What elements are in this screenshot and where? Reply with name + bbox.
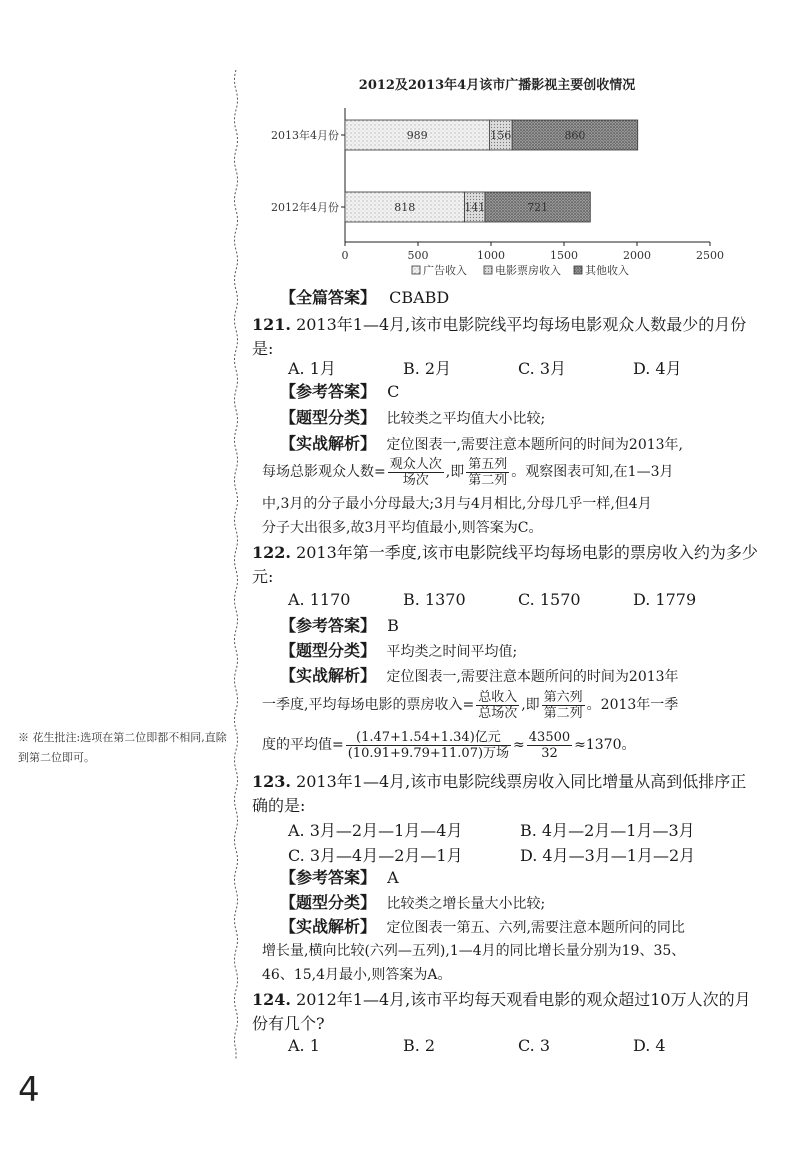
option-d[interactable]: D. 1779 bbox=[633, 590, 697, 609]
data-label: 989 bbox=[406, 129, 428, 142]
x-tick-label: 0 bbox=[341, 249, 349, 262]
question-122-type bbox=[262, 639, 762, 664]
fraction-bottom: 总场次 bbox=[478, 705, 518, 721]
fraction-top: 第六列 bbox=[543, 689, 583, 705]
page-number: 4 bbox=[18, 1070, 40, 1110]
analysis-label: 【实战解析】 bbox=[280, 917, 377, 936]
category-label: 2012年4月份 bbox=[271, 201, 339, 214]
fraction-top: 观众人次 bbox=[389, 456, 442, 472]
option-a[interactable]: A. 1月 bbox=[288, 359, 336, 378]
question-121-analysis-4 bbox=[262, 516, 762, 540]
question-123-text: 2013年1—4月,该市电影院线票房收入同比增量从高到低排序正确的是: bbox=[252, 772, 747, 815]
reference-label: 【参考答案】 bbox=[280, 868, 377, 887]
category-label: 2013年4月份 bbox=[271, 129, 339, 142]
full-answer-value: CBABD bbox=[389, 288, 450, 307]
x-tick-label: 1000 bbox=[477, 249, 505, 262]
analysis-line-2c: 。观察图表可知,在1—3月 bbox=[511, 464, 674, 480]
revenue-chart-svg bbox=[262, 72, 732, 287]
type-label: 【题型分类】 bbox=[280, 641, 377, 660]
question-122-analysis-3 bbox=[262, 728, 762, 762]
analysis-line-2a: 一季度,平均每场电影的票房收入= bbox=[262, 697, 475, 713]
analysis-line-3: 46、15,4月最小,则答案为A。 bbox=[262, 967, 452, 983]
fraction-bottom: 场次 bbox=[402, 472, 429, 488]
analysis-line-3c: ≈1370。 bbox=[574, 737, 636, 753]
question-121-analysis-3 bbox=[262, 492, 762, 516]
option-d[interactable]: D. 4月 bbox=[633, 359, 682, 378]
margin-dotted-line bbox=[232, 70, 240, 1060]
sidenote: ※ 花生批注:选项在第二位即都不相同,直除到第二位即可。 bbox=[18, 731, 227, 764]
fraction-average-calc bbox=[346, 730, 511, 761]
data-label: 156 bbox=[490, 129, 512, 142]
question-124-number: 124. bbox=[252, 990, 291, 1009]
question-122-reference bbox=[262, 614, 762, 638]
option-b[interactable]: B. 1370 bbox=[403, 590, 466, 609]
chart-bars bbox=[345, 120, 638, 222]
question-123-analysis-3 bbox=[262, 963, 762, 987]
question-122-number: 122. bbox=[252, 543, 291, 562]
fraction-bottom: (10.91+9.79+11.07)万场 bbox=[347, 745, 510, 761]
x-tick-label: 2500 bbox=[696, 249, 724, 262]
question-121-text: 2013年1—4月,该市电影院线平均每场电影观众人数最少的月份是: bbox=[252, 315, 747, 358]
question-123 bbox=[252, 770, 762, 818]
question-123-analysis-2 bbox=[262, 939, 762, 963]
data-label: 818 bbox=[394, 201, 416, 214]
fraction-top: 总收入 bbox=[478, 689, 518, 705]
analysis-line-1: 定位图表一,需要注意本题所问的时间为2013年 bbox=[386, 669, 679, 685]
question-124 bbox=[252, 988, 762, 1036]
type-value: 比较类之增长量大小比较; bbox=[386, 896, 546, 912]
option-c[interactable]: C. 3月 bbox=[518, 359, 567, 378]
option-c[interactable]: C. 3月—4月—2月—1月 bbox=[288, 846, 463, 865]
question-121-reference bbox=[262, 380, 762, 404]
question-123-type bbox=[262, 891, 762, 916]
question-121-analysis bbox=[262, 432, 762, 457]
analysis-line-2b: ,即 bbox=[445, 464, 465, 480]
analysis-line-4: 分子大出很多,故3月平均值最小,则答案为C。 bbox=[262, 520, 543, 536]
fraction-bottom: 32 bbox=[541, 745, 558, 761]
analysis-line-3a: 度的平均值= bbox=[262, 737, 344, 753]
type-label: 【题型分类】 bbox=[280, 408, 377, 427]
question-123-analysis bbox=[262, 915, 762, 940]
question-121-analysis-2 bbox=[262, 455, 762, 489]
reference-answer: A bbox=[387, 868, 399, 887]
option-a[interactable]: A. 1 bbox=[288, 1036, 320, 1055]
option-d[interactable]: D. 4 bbox=[633, 1036, 666, 1055]
legend-swatch bbox=[484, 266, 492, 274]
analysis-line-2c: 。2013年一季 bbox=[586, 697, 679, 713]
fraction-bottom: 第二列 bbox=[468, 472, 508, 488]
fraction-viewers-per-show bbox=[388, 457, 444, 488]
data-label: 141 bbox=[464, 201, 486, 214]
question-122-text: 2013年第一季度,该市电影院线平均每场电影的票房收入约为多少元: bbox=[252, 543, 758, 586]
analysis-line-1: 定位图表一第五、六列,需要注意本题所问的同比 bbox=[386, 920, 685, 936]
question-123-reference bbox=[262, 866, 762, 890]
fraction-top: 43500 bbox=[528, 729, 571, 745]
type-value: 平均类之时间平均值; bbox=[386, 644, 518, 660]
option-b[interactable]: B. 2月 bbox=[403, 359, 452, 378]
reference-label: 【参考答案】 bbox=[280, 616, 377, 635]
legend-label: 广告收入 bbox=[423, 264, 467, 277]
fraction-column-ratio bbox=[466, 457, 509, 488]
data-label: 721 bbox=[527, 201, 549, 214]
analysis-line-3: 中,3月的分子最小分母最大;3月与4月相比,分母几乎一样,但4月 bbox=[262, 496, 652, 512]
x-tick-label: 1500 bbox=[550, 249, 578, 262]
fraction-revenue-per-show bbox=[476, 690, 519, 721]
type-label: 【题型分类】 bbox=[280, 893, 377, 912]
option-b[interactable]: B. 2 bbox=[403, 1036, 436, 1055]
fraction-bottom: 第二列 bbox=[543, 705, 583, 721]
analysis-line-2b: ,即 bbox=[521, 697, 540, 713]
legend-swatch bbox=[412, 266, 420, 274]
reference-answer: C bbox=[387, 382, 400, 401]
chart-title: 2012及2013年4月该市广播影视主要创收情况 bbox=[358, 78, 636, 93]
data-label: 860 bbox=[564, 129, 586, 142]
type-value: 比较类之平均值大小比较; bbox=[386, 411, 546, 427]
option-c[interactable]: C. 3 bbox=[518, 1036, 551, 1055]
question-121 bbox=[252, 313, 762, 361]
option-d[interactable]: D. 4月—3月—1月—2月 bbox=[520, 846, 696, 865]
analysis-label: 【实战解析】 bbox=[280, 666, 377, 685]
option-c[interactable]: C. 1570 bbox=[518, 590, 581, 609]
x-tick-label: 2000 bbox=[623, 249, 651, 262]
question-124-text: 2012年1—4月,该市平均每天观看电影的观众超过10万人次的月份有几个? bbox=[252, 990, 751, 1033]
legend-label: 电影票房收入 bbox=[495, 264, 561, 277]
analysis-line-2: 增长量,横向比较(六列—五列),1—4月的同比增长量分别为19、35、 bbox=[262, 943, 686, 959]
fraction-column-ratio bbox=[542, 690, 585, 721]
full-answer-line bbox=[262, 286, 762, 310]
question-121-type bbox=[262, 406, 762, 431]
analysis-line-1: 定位图表一,需要注意本题所问的时间为2013年, bbox=[386, 437, 683, 453]
reference-label: 【参考答案】 bbox=[280, 382, 377, 401]
question-122-analysis-2 bbox=[262, 688, 762, 722]
option-a[interactable]: A. 1170 bbox=[288, 590, 351, 609]
fraction-top: (1.47+1.54+1.34)亿元 bbox=[346, 730, 511, 746]
analysis-line-3b: ≈ bbox=[513, 737, 525, 753]
question-122 bbox=[252, 541, 762, 589]
analysis-label: 【实战解析】 bbox=[280, 434, 377, 453]
full-answer-label: 【全篇答案】 bbox=[280, 288, 377, 307]
question-122-analysis bbox=[262, 664, 762, 689]
legend-swatch bbox=[574, 266, 582, 274]
question-121-number: 121. bbox=[252, 315, 291, 334]
option-b[interactable]: B. 4月—2月—1月—3月 bbox=[520, 821, 695, 840]
fraction-approx bbox=[527, 730, 572, 761]
chart-legend bbox=[412, 263, 629, 277]
option-a[interactable]: A. 3月—2月—1月—4月 bbox=[288, 821, 463, 840]
analysis-line-2a: 每场总影观众人数= bbox=[262, 464, 386, 480]
revenue-chart bbox=[262, 72, 732, 287]
legend-label: 其他收入 bbox=[585, 264, 629, 277]
x-tick-label: 500 bbox=[407, 249, 429, 262]
fraction-top: 第五列 bbox=[468, 456, 508, 472]
question-123-number: 123. bbox=[252, 772, 291, 791]
reference-answer: B bbox=[387, 616, 399, 635]
